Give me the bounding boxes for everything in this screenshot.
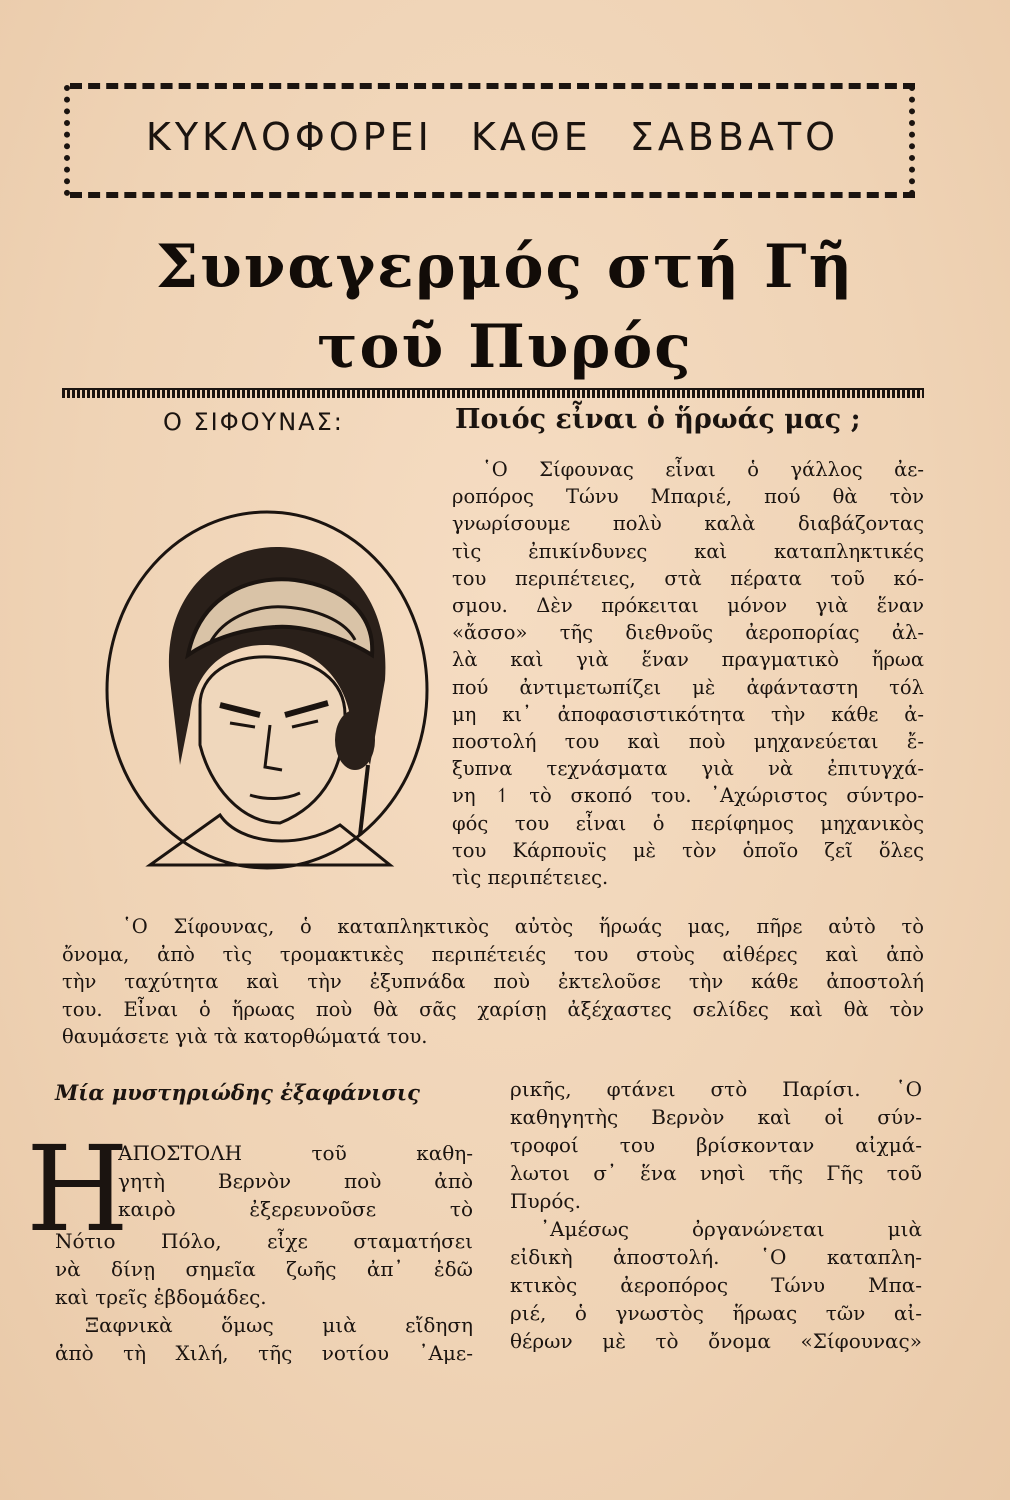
text-line: εἰδικὴ ἀποστολή. ῾Ο καταπλη- xyxy=(510,1245,922,1269)
text-line: φός του εἶναι ὁ περίφημος μηχανικὸς xyxy=(452,811,924,835)
subheading: Μία μυστηριώδης ἐξαφάνισις xyxy=(55,1080,420,1105)
text-line: ὄνομα, ἀπὸ τὶς τρομακτικὲς περιπέτειές του στοὺς αἰθέρες καὶ ἀπὸ xyxy=(62,942,924,966)
text-line: λὰ καὶ γιὰ ἕναν πραγματικὸ ἥρωα xyxy=(452,648,924,672)
text-line: ροπόρος Τώνυ Μπαριέ, πού θὰ τὸν xyxy=(452,485,924,509)
text-line: ῾Ο Σίφουνας, ὁ καταπληκτικὸς αὐτὸς ἥρωάς μας, πῆρε αὐτὸ τὸ xyxy=(122,915,924,938)
text-line: καιρὸ ἐξερευνοῦσε τὸ xyxy=(118,1197,473,1221)
text-line: «ἄσσο» τῆς διεθνοῦς ἀεροπορίας ἀλ- xyxy=(452,621,924,645)
text-line: ΑΠΟΣΤΟΛΗ τοῦ καθη- xyxy=(118,1141,473,1165)
text-line: ἀπὸ τὴ Χιλή, τῆς νοτίου ᾿Αμε- xyxy=(55,1341,473,1365)
text-line: θέρων μὲ τὸ ὄνομα «Σίφουνας» xyxy=(510,1329,922,1353)
banner-box xyxy=(70,83,915,198)
title-line-2: τοῦ Πυρός xyxy=(317,312,693,382)
text-line: ξυπνα τεχνάσματα γιὰ νὰ ἐπιτυγχά- xyxy=(452,757,924,781)
text-line: ρικῆς, φτάνει στὸ Παρίσι. ῾Ο xyxy=(510,1077,922,1101)
text-line: του Κάρπουϊς μὲ τὸν ὁποῖο ζεῖ ὅλες xyxy=(452,838,924,862)
intro-paragraph xyxy=(452,456,924,891)
text-line: τὶς περιπέτειες. xyxy=(452,866,609,890)
text-line: του περιπέτειες, στὰ πέρατα τοῦ κό- xyxy=(452,566,924,590)
banner-text: ΚΥΚΛΟΦΟΡΕΙ ΚΑΘΕ ΣΑΒΒΑΤΟ xyxy=(145,115,840,159)
text-line: μη κι᾿ ἀποφασιστικότητα τὴν κάθε ἀ- xyxy=(452,702,924,726)
text-line: κτικὸς ἀεροπόρος Τώνυ Μπα- xyxy=(510,1273,922,1297)
title-line-1: Συναγερμός στή Γῆ xyxy=(155,232,855,302)
right-column-body xyxy=(510,1075,922,1355)
left-column-body xyxy=(55,1227,473,1367)
text-line: καὶ τρεῖς ἑβδομάδες. xyxy=(55,1285,267,1309)
text-line: σμου. Δὲν πρόκειται μόνον γιὰ ἕναν xyxy=(452,594,924,618)
section-heading: Ποιός εἶναι ὁ ἥρωάς μας ; xyxy=(455,404,861,435)
text-line: Πυρός. xyxy=(510,1189,581,1213)
full-width-paragraph xyxy=(62,913,924,1051)
text-line: γητὴ Βερνὸν ποὺ ἀπὸ xyxy=(118,1169,473,1193)
text-line: τροφοί του βρίσκονταν αἰχμά- xyxy=(510,1133,922,1157)
text-line: τὶς ἐπικίνδυνες καὶ καταπληκτικές xyxy=(452,539,924,563)
text-line: θαυμάσετε γιὰ τὰ κατορθώματά του. xyxy=(62,1025,428,1048)
text-line: ᾿Αμέσως ὀργανώνεται μιὰ xyxy=(540,1217,922,1241)
drop-cap: Η xyxy=(26,1120,129,1258)
section-label: Ο ΣΙΦΟΥΝΑΣ: xyxy=(163,408,344,436)
text-line: νὰ δίνῃ σημεῖα ζωῆς ἀπ᾿ ἐδῶ xyxy=(55,1257,473,1281)
text-line: Νότιο Πόλο, εἶχε σταματήσει xyxy=(55,1229,473,1253)
text-line: ριέ, ὁ γνωστὸς ἥρωας τῶν αἰ- xyxy=(510,1301,922,1325)
text-line: τὴν ταχύτητα καὶ τὴν ἐξυπνάδα ποὺ ἐκτελοῦσε τὴν κάθε ἀποστολή xyxy=(62,970,924,993)
text-line: λωτοι σ᾿ ἕνα νησὶ τῆς Γῆς τοῦ xyxy=(510,1161,922,1185)
text-line: ποστολή του καὶ ποὺ μηχανεύεται ἔ- xyxy=(452,730,924,754)
divider-rule xyxy=(62,388,924,398)
text-line: πού ἀντιμετωπίζει μὲ ἀφάνταστη τόλ xyxy=(452,675,924,699)
text-line: γνωρίσουμε πολὺ καλὰ διαβάζοντας xyxy=(452,512,924,536)
text-line: του. Εἶναι ὁ ἥρωας ποὺ θὰ σᾶς χαρίσῃ ἀξέχαστες σελίδες καὶ θὰ τὸν xyxy=(62,997,924,1021)
left-column-top xyxy=(118,1139,473,1223)
text-line: νη ↿ τὸ σκοπό του. ᾿Αχώριστος σύντρο- xyxy=(452,784,924,808)
text-line: Ξαφνικὰ ὅμως μιὰ εἴδηση xyxy=(85,1313,473,1337)
pilot-portrait-icon xyxy=(100,505,435,875)
text-line: ῾Ο Σίφουνας εἶναι ὁ γάλλος ἀε- xyxy=(482,458,924,481)
text-line: καθηγητὴς Βερνὸν καὶ οἱ σύν- xyxy=(510,1105,922,1129)
